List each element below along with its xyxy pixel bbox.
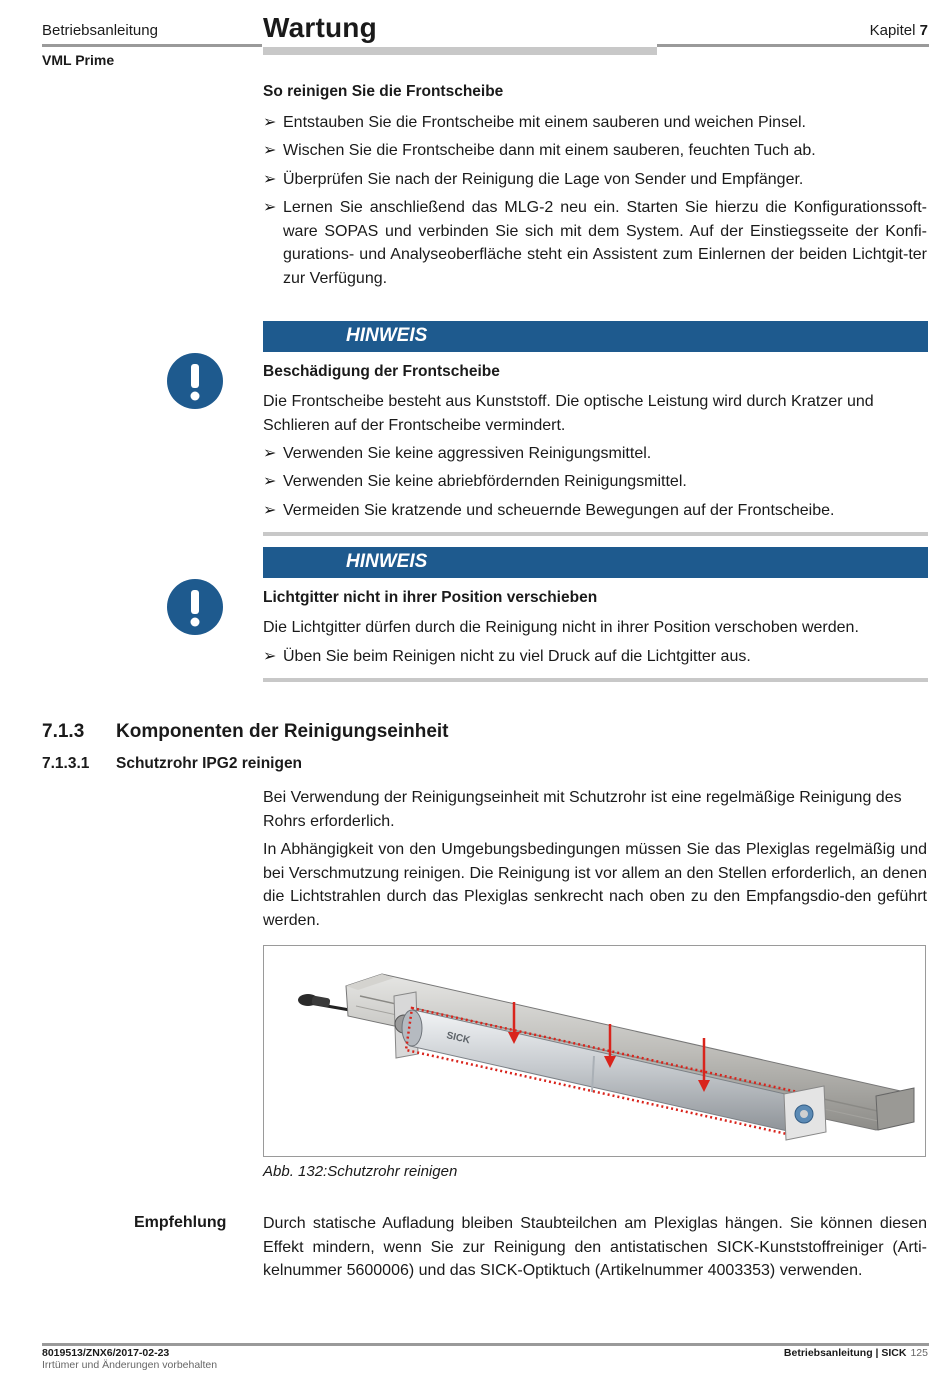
chapter-number: 7 [919, 22, 928, 39]
notice-end-rule [263, 678, 928, 682]
header-product: VML Prime [42, 52, 115, 68]
notice-heading: Beschädigung der Frontscheibe [263, 363, 500, 380]
subsection-title: Schutzrohr IPG2 reinigen [116, 755, 303, 772]
section-paragraph: In Abhängigkeit von den Umgebungsbedingungen müssen Sie das Plexiglas regelmäßig und bei Verschmutzung reinigen. Die Reinigung ist vor allem an den Stellen erforderlich, an denen die Lichtstrahlen durch das Plexiglas senkrecht nach oben zu den Empfangsdio-den geführt werden. [263, 841, 927, 929]
section-title: Komponenten der Reinigungseinheit [116, 721, 449, 742]
header-rule-left [42, 44, 262, 47]
list-item: ➢ Verwenden Sie keine aggressiven Reinigungsmittel. [263, 445, 652, 462]
list-item: ➢ Lernen Sie anschließend das MLG-2 neu ein. Starten Sie hierzu die Konfigurationssoft-ware SOPAS und verbinden Sie sich mit dem System. Auf der Einstiegsseite der Konfi-gurations- und Analyseoberfläche steht ein Assistent zum Einlernen der beiden Lichtgit-ter zur Verfügung. [263, 199, 927, 287]
section-number: 7.1.3 [42, 721, 85, 742]
header-rule-right [657, 44, 929, 47]
header-doc-type: Betriebsanleitung [42, 22, 158, 39]
notice-heading: Lichtgitter nicht in ihrer Position verschieben [263, 589, 598, 606]
notice-exclamation-icon [166, 578, 224, 636]
list-item: ➢ Verwenden Sie keine abriebfördernden Reinigungsmittel. [263, 473, 687, 490]
recommendation-label: Empfehlung [134, 1214, 227, 1231]
recommendation-text: Durch statische Aufladung bleiben Staubteilchen am Plexiglas hängen. Sie können diesen Effekt mindern, wenn Sie zur Reinigung den antistatischen SICK-Kunststoffreiniger (Arti-kelnummer 5600006) und das SICK-Optiktuch (Artikelnummer 4003353) verwenden. [263, 1215, 927, 1279]
chapter-label: Kapitel [869, 22, 916, 39]
footer-rule [42, 1343, 929, 1346]
notice-text: Die Lichtgitter dürfen durch die Reinigung nicht in ihrer Position verschoben werden. [263, 619, 859, 636]
cleaning-heading: So reinigen Sie die Frontscheibe [263, 83, 504, 100]
page-title: Wartung [263, 12, 377, 43]
list-item: ➢ Überprüfen Sie nach der Reinigung die Lage von Sender und Empfänger. [263, 171, 804, 188]
notice-end-rule [263, 532, 928, 536]
profile-rail [346, 974, 914, 1130]
page-number: 125 [910, 1347, 928, 1359]
list-item: ➢ Entstauben Sie die Frontscheibe mit einem sauberen und weichen Pinsel. [263, 114, 806, 131]
figure-caption: Abb. 132:Schutzrohr reinigen [263, 1163, 458, 1180]
tube-sick-logo: SICK [445, 1030, 472, 1047]
notice-bar [263, 547, 928, 578]
notice-exclamation-icon [166, 352, 224, 410]
footer-doc-id: 8019513/ZNX6/2017-02-23 [42, 1347, 170, 1359]
list-item: ➢ Vermeiden Sie kratzende und scheuernde Bewegungen auf der Frontscheibe. [263, 502, 835, 519]
protective-tube-illustration [264, 946, 925, 1156]
figure-frame [263, 945, 926, 1157]
footer-doc-label: Betriebsanleitung | SICK [783, 1347, 907, 1359]
subsection-number: 7.1.3.1 [42, 755, 90, 772]
footer-disclaimer: Irrtümer und Änderungen vorbehalten [42, 1359, 218, 1371]
notice-label: HINWEIS [346, 325, 428, 346]
list-item: ➢ Wischen Sie die Frontscheibe dann mit einem sauberen, feuchten Tuch ab. [263, 142, 816, 159]
footer-right [784, 1347, 928, 1359]
list-item: ➢ Üben Sie beim Reinigen nicht zu viel Druck auf die Lichtgitter aus. [263, 648, 751, 665]
title-underline [263, 47, 657, 55]
notice-text: Die Frontscheibe besteht aus Kunststoff. Die optische Leistung wird durch Kratzer und Schlieren auf der Frontscheibe vermindert. [263, 393, 874, 434]
notice-label: HINWEIS [346, 551, 428, 572]
header-chapter [870, 22, 928, 39]
section-paragraph: Bei Verwendung der Reinigungseinheit mit Schutzrohr ist eine regelmäßige Reinigung des Rohrs erforderlich. [263, 789, 902, 830]
notice-bar [263, 321, 928, 352]
